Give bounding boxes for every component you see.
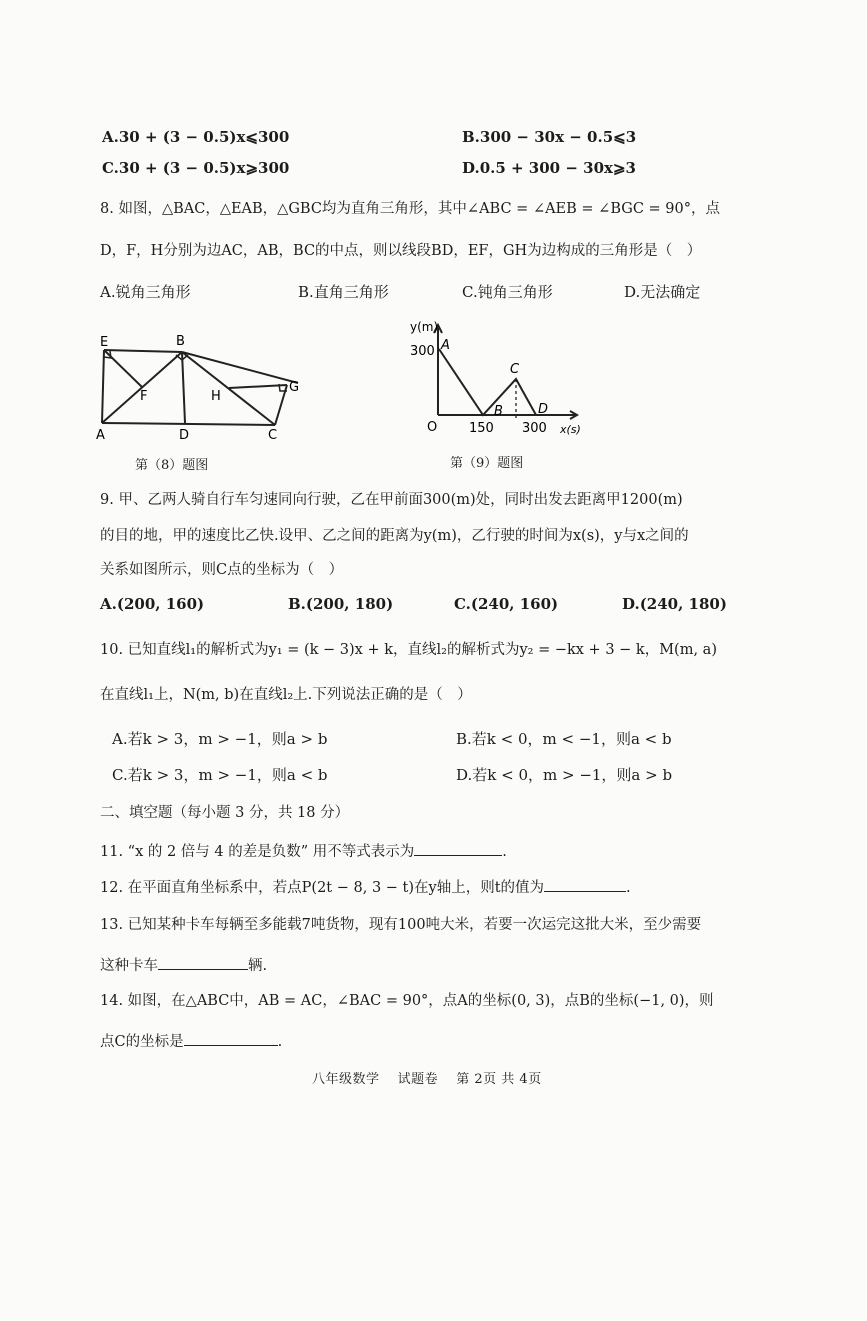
q8-option-d: D.无法确定 [624,283,701,301]
q12-text: 12. 在平面直角坐标系中，若点P(2t − 8, 3 − t)在y轴上，则t的值为 [100,880,545,896]
label-b: B [176,334,185,349]
label-d: D [179,428,190,443]
point-c-label: C [510,362,520,377]
q9-option-b: B.(200, 180) [288,595,394,613]
q7-option-a: A.30 + (3 − 0.5)x⩽300 [102,128,290,146]
tick-x-300: 300 [522,421,547,436]
q14-line-2 [100,1030,282,1051]
q10-line-1: 10. 已知直线l₁的解析式为y₁ = (k − 3)x + k，直线l₂的解析式为y₂ = −kx + 3 − k，M(m, a) [100,642,717,658]
q14-answer-blank[interactable] [184,1031,278,1046]
figure-8-caption: 第（8）题图 [135,458,209,473]
label-c: C [268,428,278,443]
q9-option-c: C.(240, 160) [454,595,559,613]
q10-option-b: B.若k < 0，m < −1，则a < b [456,730,672,748]
label-a: A [96,428,105,443]
label-g: G [289,380,300,395]
q13-text: 这种卡车 [100,958,158,974]
figure-8-diagram [90,325,310,450]
q13-line-2 [100,954,267,975]
q13-answer-blank[interactable] [158,955,248,970]
q14-end: . [277,1034,283,1050]
q12-end: . [626,880,631,896]
tick-y-300: 300 [410,344,435,359]
q8-line-2: D，F，H分别为边AC，AB，BC的中点，则以线段BD，EF，GH为边构成的三角形是（ ） [100,243,702,259]
q10-option-d: D.若k < 0，m > −1，则a > b [456,766,673,784]
figure-9-diagram [400,315,590,443]
q7-option-b: B.300 − 30x − 0.5⩽3 [462,128,637,146]
q7-option-d: D.0.5 + 300 − 30x⩾3 [462,159,636,177]
point-b-label: B [494,404,503,419]
label-e: E [100,335,109,350]
q10-line-2: 在直线l₁上，N(m, b)在直线l₂上.下列说法正确的是（ ） [100,687,472,703]
q9-line-3: 关系如图所示，则C点的坐标为（ ） [100,562,344,578]
figure-9-caption: 第（9）题图 [450,456,524,471]
q9-option-d: D.(240, 180) [622,595,727,613]
page-footer: 八年级数学 试题卷 第 2页 共 4页 [312,1072,542,1087]
q9-line-1: 9. 甲、乙两人骑自行车匀速同向行驶，乙在甲前面300(m)处，同时出发去距离甲1200(m) [100,492,683,508]
x-axis-label: x(s) [560,423,581,436]
q9-option-a: A.(200, 160) [100,595,205,613]
q11-end: . [502,844,507,860]
q12 [100,876,631,897]
q11-answer-blank[interactable] [414,841,502,856]
q7-option-c: C.30 + (3 − 0.5)x⩾300 [102,159,290,177]
q13-line-1: 13. 已知某种卡车每辆至多能载7吨货物，现有100吨大米，若要一次运完这批大米，至少需要 [100,917,702,933]
y-axis-label: y(m) [410,320,439,334]
point-a-label: A [441,338,450,353]
q12-answer-blank[interactable] [544,877,626,892]
point-d-label: D [538,402,549,417]
q11 [100,840,507,861]
origin-label: O [427,420,438,435]
label-h: H [211,389,221,404]
q13-end: 辆. [248,958,268,974]
q14-line-1: 14. 如图，在△ABC中，AB = AC，∠BAC = 90°，点A的坐标(0, 3)，点B的坐标(−1, 0)，则 [100,993,714,1009]
q9-line-2: 的目的地，甲的速度比乙快.设甲、乙之间的距离为y(m)，乙行驶的时间为x(s)，y与x之间的 [100,528,689,544]
tick-x-150: 150 [469,421,494,436]
q14-text: 点C的坐标是 [100,1034,184,1050]
q8-option-b: B.直角三角形 [298,283,389,301]
q10-option-c: C.若k > 3，m > −1，则a < b [112,766,328,784]
section-2-heading: 二、填空题（每小题 3 分，共 18 分） [100,805,350,821]
q10-option-a: A.若k > 3，m > −1，则a > b [112,730,328,748]
q11-text: 11. “x 的 2 倍与 4 的差是负数” 用不等式表示为 [100,844,415,860]
q8-option-c: C.钝角三角形 [462,283,553,301]
q8-option-a: A.锐角三角形 [100,283,191,301]
label-f: F [140,389,148,404]
q8-line-1: 8. 如图，△BAC，△EAB，△GBC均为直角三角形，其中∠ABC = ∠AEB = ∠BGC = 90°，点 [100,201,720,217]
